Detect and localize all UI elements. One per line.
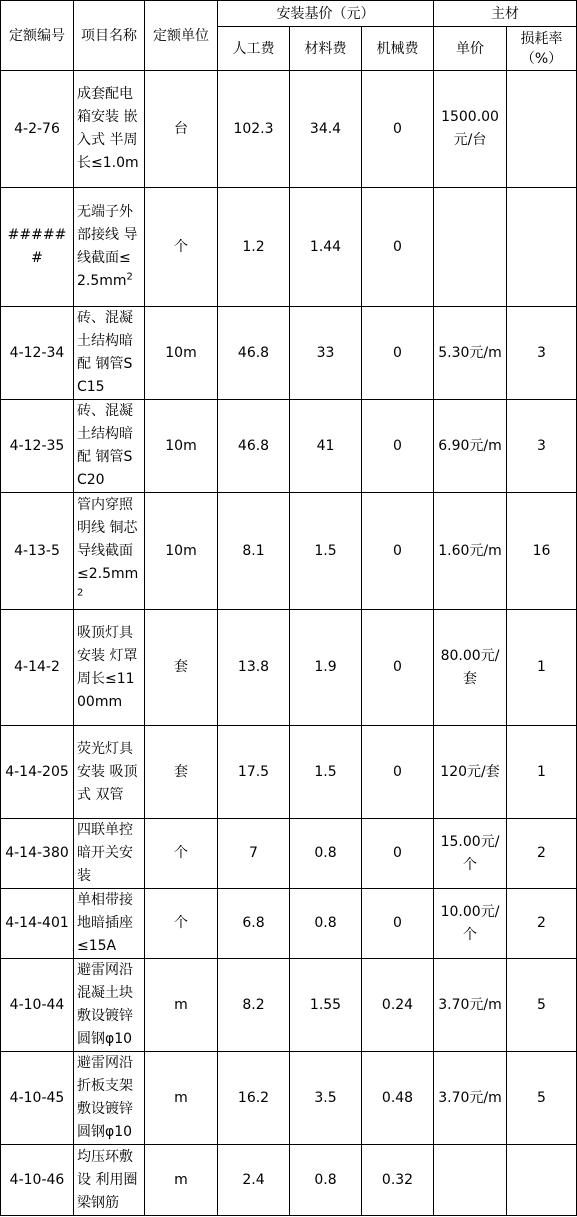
header-name: 项目名称: [74, 1, 145, 71]
cell-name: [74, 819, 145, 889]
item-name-text: 四联单控暗开关安装: [77, 822, 133, 884]
cell-name: [74, 188, 145, 307]
header-machine: 机械费: [362, 27, 434, 71]
cell-price: 5.30元/m: [434, 307, 507, 400]
cell-labor: 46.8: [218, 307, 290, 400]
cell-loss: 2: [507, 819, 577, 889]
cell-machine: 0: [362, 307, 434, 400]
cell-code: ######: [1, 188, 74, 307]
cell-price: 3.70元/m: [434, 959, 507, 1052]
cell-machine: 0: [362, 819, 434, 889]
cell-name: [74, 493, 145, 610]
table-row: [1, 726, 577, 819]
cell-unit: 套: [145, 610, 218, 726]
header-base-price: 安装基价（元）: [218, 1, 434, 27]
cell-machine: 0: [362, 726, 434, 819]
cell-loss: 2: [507, 889, 577, 959]
cell-material: 1.55: [290, 959, 362, 1052]
cell-code: 4-12-34: [1, 307, 74, 400]
item-name-text: 单相带接地暗插座≤15A: [77, 892, 133, 954]
cell-machine: 0.48: [362, 1052, 434, 1145]
cell-loss: 1: [507, 726, 577, 819]
table-row: [1, 959, 577, 1052]
item-name-text: 均压环敷设 利用圈梁钢筋: [77, 1148, 138, 1211]
cell-unit: 台: [145, 71, 218, 188]
cell-machine: 0.24: [362, 959, 434, 1052]
item-name-text: 无端子外部接线 导线截面≤2.5mm: [77, 204, 138, 289]
cell-name: [74, 726, 145, 819]
cell-machine: 0: [362, 610, 434, 726]
cell-material: 0.8: [290, 889, 362, 959]
header-main-material: 主材: [434, 1, 577, 27]
cell-labor: 17.5: [218, 726, 290, 819]
cell-price: 3.70元/m: [434, 1052, 507, 1145]
superscript: 2: [77, 586, 84, 598]
table-row: [1, 1052, 577, 1145]
cell-unit: 个: [145, 188, 218, 307]
cell-name: [74, 307, 145, 400]
cell-price: 10.00元/个: [434, 889, 507, 959]
cell-material: 41: [290, 400, 362, 493]
cell-unit: m: [145, 959, 218, 1052]
cell-code: 4-13-5: [1, 493, 74, 610]
cell-material: 34.4: [290, 71, 362, 188]
superscript: 2: [126, 271, 133, 283]
header-price: 单价: [434, 27, 507, 71]
cell-unit: 10m: [145, 400, 218, 493]
table-row: [1, 819, 577, 889]
cell-machine: 0: [362, 71, 434, 188]
cell-loss: [507, 71, 577, 188]
cell-machine: 0: [362, 493, 434, 610]
table-row: [1, 493, 577, 610]
cell-labor: 46.8: [218, 400, 290, 493]
cell-loss: 3: [507, 307, 577, 400]
cell-price: 1500.00元/台: [434, 71, 507, 188]
cell-loss: 16: [507, 493, 577, 610]
item-name-text: 砖、混凝土结构暗配 钢管SC15: [77, 310, 133, 395]
cell-labor: 7: [218, 819, 290, 889]
table-row: [1, 307, 577, 400]
cell-name: [74, 1145, 145, 1216]
cell-material: 1.44: [290, 188, 362, 307]
item-name-text: 砖、混凝土结构暗配 钢管SC20: [77, 403, 133, 488]
cell-loss: 5: [507, 959, 577, 1052]
cell-unit: 10m: [145, 493, 218, 610]
cell-machine: 0: [362, 400, 434, 493]
cell-loss: 3: [507, 400, 577, 493]
item-name-text: 管内穿照明线 铜芯 导线截面≤2.5mm: [77, 496, 139, 582]
cell-code: 4-14-2: [1, 610, 74, 726]
table-row: [1, 71, 577, 188]
header-unit: 定额单位: [145, 1, 218, 71]
header-code: 定额编号: [1, 1, 74, 71]
cell-machine: 0.32: [362, 1145, 434, 1216]
cell-price: 15.00元/个: [434, 819, 507, 889]
cell-unit: 个: [145, 819, 218, 889]
cell-price: 6.90元/m: [434, 400, 507, 493]
cell-labor: 6.8: [218, 889, 290, 959]
cell-unit: 10m: [145, 307, 218, 400]
item-name-text: 吸顶灯具安装 灯罩周长≤1100mm: [77, 624, 138, 710]
cell-name: [74, 1052, 145, 1145]
cell-material: 0.8: [290, 819, 362, 889]
cell-unit: m: [145, 1052, 218, 1145]
cell-price: 1.60元/m: [434, 493, 507, 610]
cell-code: 4-14-401: [1, 889, 74, 959]
cell-machine: 0: [362, 889, 434, 959]
cell-code: 4-14-380: [1, 819, 74, 889]
cell-name: [74, 959, 145, 1052]
cell-code: 4-2-76: [1, 71, 74, 188]
cell-labor: 1.2: [218, 188, 290, 307]
header-row-1: [1, 1, 577, 27]
cell-labor: 8.2: [218, 959, 290, 1052]
cell-unit: 套: [145, 726, 218, 819]
table-row: [1, 400, 577, 493]
cell-material: 1.5: [290, 493, 362, 610]
cell-price: 120元/套: [434, 726, 507, 819]
cell-loss: 5: [507, 1052, 577, 1145]
cell-name: [74, 889, 145, 959]
cell-price: [434, 1145, 507, 1216]
table-row: [1, 610, 577, 726]
cell-loss: [507, 188, 577, 307]
cell-code: 4-10-44: [1, 959, 74, 1052]
item-name-text: 荧光灯具安装 吸顶式 双管: [77, 740, 138, 803]
cell-labor: 8.1: [218, 493, 290, 610]
header-labor: 人工费: [218, 27, 290, 71]
cell-code: 4-10-45: [1, 1052, 74, 1145]
header-material: 材料费: [290, 27, 362, 71]
cell-name: [74, 71, 145, 188]
cell-unit: m: [145, 1145, 218, 1216]
cell-name: [74, 400, 145, 493]
cell-machine: 0: [362, 188, 434, 307]
cell-code: 4-14-205: [1, 726, 74, 819]
cell-labor: 102.3: [218, 71, 290, 188]
header-loss-rate: 损耗率（%）: [507, 27, 577, 71]
cell-material: 3.5: [290, 1052, 362, 1145]
cell-labor: 16.2: [218, 1052, 290, 1145]
cell-material: 33: [290, 307, 362, 400]
cell-labor: 13.8: [218, 610, 290, 726]
item-name-text: 避雷网沿折板支架敷设镀锌圆钢φ10: [77, 1055, 133, 1140]
table-row: [1, 188, 577, 307]
item-name-text: 成套配电箱安装 嵌入式 半周长≤1.0m: [77, 86, 139, 171]
cell-material: 1.9: [290, 610, 362, 726]
cell-labor: 2.4: [218, 1145, 290, 1216]
cell-material: 1.5: [290, 726, 362, 819]
cell-loss: 1: [507, 610, 577, 726]
cell-code: 4-10-46: [1, 1145, 74, 1216]
cell-name: [74, 610, 145, 726]
item-name-text: 避雷网沿混凝土块敷设镀锌圆钢φ10: [77, 962, 133, 1047]
table-row: [1, 1145, 577, 1216]
cell-unit: 个: [145, 889, 218, 959]
cell-price: [434, 188, 507, 307]
cell-code: 4-12-35: [1, 400, 74, 493]
table-row: [1, 889, 577, 959]
cell-price: 80.00元/套: [434, 610, 507, 726]
cell-loss: [507, 1145, 577, 1216]
cell-material: 0.8: [290, 1145, 362, 1216]
